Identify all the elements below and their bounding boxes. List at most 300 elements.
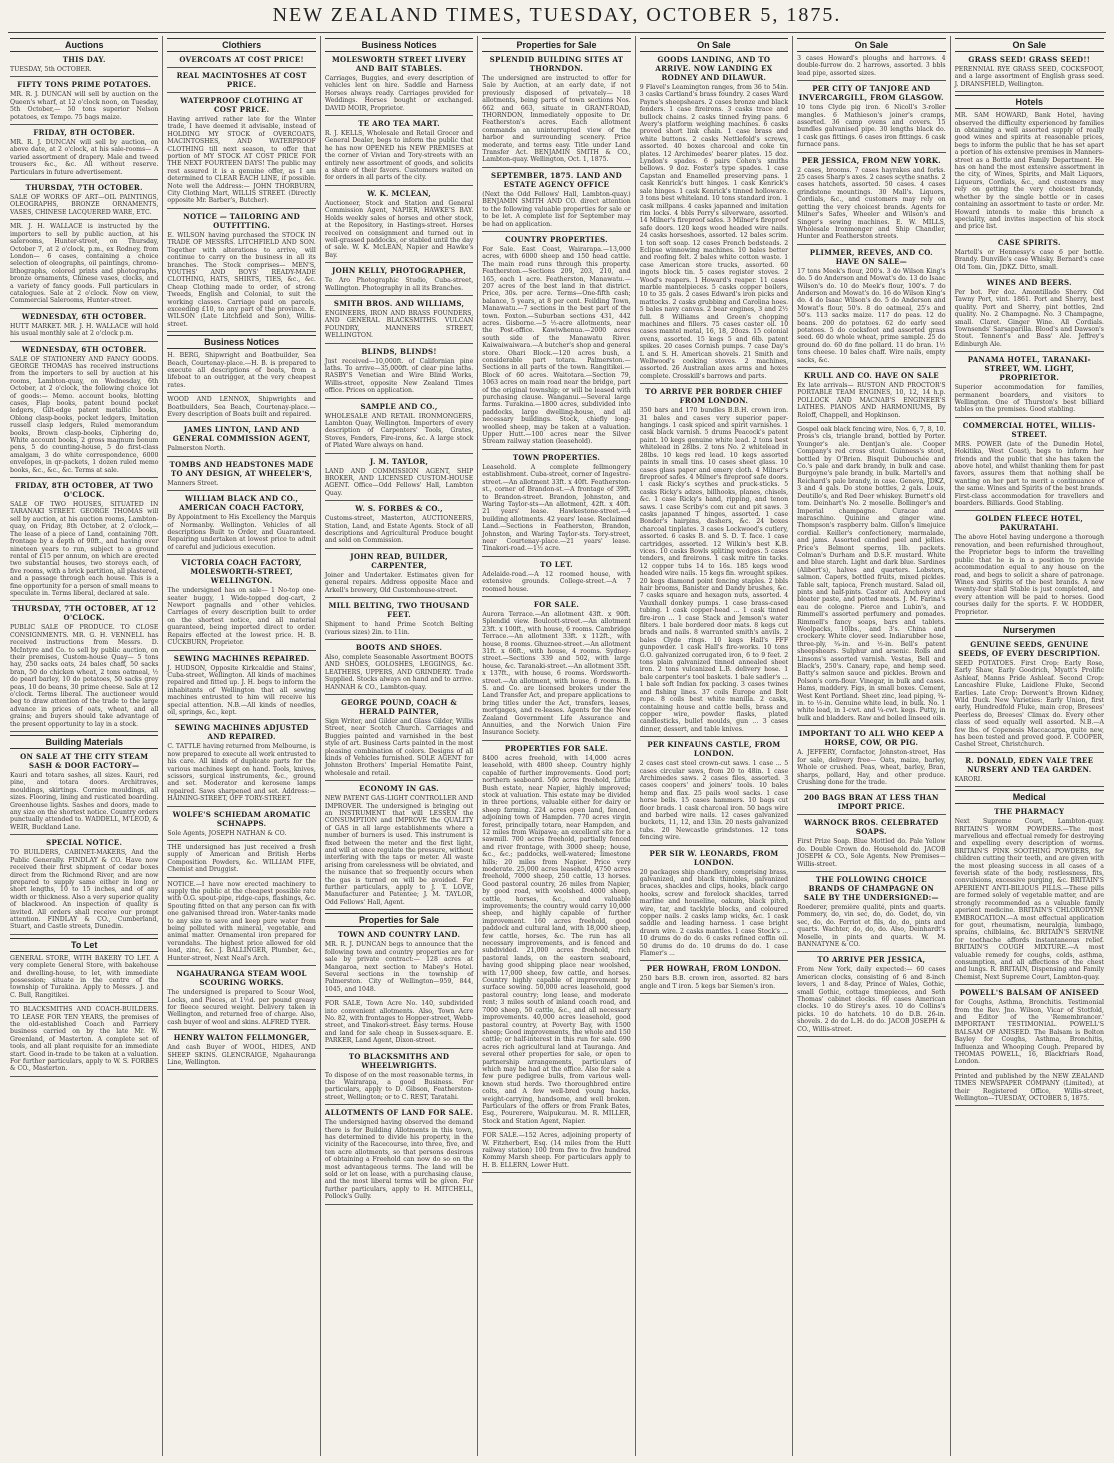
advertisement-body: And cash Buyer of WOOL, HIDES, AND SHEEP SKINS. GLENCRAIGE, Ngahauranga Line, Wellington.: [167, 1044, 316, 1066]
advertisement-body: PUBLIC SALE OF PRODUCE. TO CLOSE CONSIGNMENTS. MR. G. H. VENNELL has received instructions from Messrs. D. McIntyre and Co. to sell by public auction, on their premises, Custom-house Quay— 5 tons hay, 250 sacks oats, 24 bales chaff, 50 sacks bran, 50 do chicken wheat, 2 tons oatmeal, ½ do pearl barley, 10 do potatoes, 50 sacks grey peas, 10 do beans, 30 prime cheese. Sale at 12 o'clock. Terms liberal. The auctioneer would beg to draw attention of the trade to the large advance in prices of oats, wheat, and all grains; and buyers should take advantage of the present opportunity to lay in a stock.: [10, 624, 159, 728]
advertisement-divider: [325, 1048, 473, 1049]
advertisement-divider: [797, 814, 945, 815]
advertisement-heading: SEWING MACHINES ADJUSTED AND REPAIRED.: [174, 723, 309, 742]
section-heading: On Sale: [797, 38, 945, 52]
advertisement-divider: [167, 92, 315, 93]
advertisement: [167, 723, 315, 806]
advertisement: [955, 112, 1104, 235]
advertisement: [797, 426, 945, 726]
advertisement-body: SEED POTATOES. First Crop: Early Rose, Early Shaw, Early Goodrich, Myatt's Prolific Ashleaf, Manns Pride Ashleaf. Second Crop: Lancashire Fluke, Laidlone Fluke, Second Earlies. Late Crop: Derwent's Brown Kidney, Wild Duck. New Varieties: Early Union, first early, Hundredfold Fluke, main crop, Bresees' Peerless do, Breeses' Climax do. Every other class of seed equally well assorted. N.B.—A few lbs. of Copenesis Maccacarpa, quite new, has been tested and proved good. F. COOPER, Cashel Street, Christchurch.: [954, 659, 1104, 749]
advertisement-body: The above Hotel having undergone a thorough renovation, and been refurnished throughout, the Proprietor begs to inform the travelling public that he is in a position to provide accommodation equal to any house on the road, and begs to solicit a share of patronage. Wines and Spirits of the best brands. A new twenty-four stall Stable is just completed, and every attention will be paid to horses. Good courses daily for the sports. F. W. HODDER, Proprietor.: [954, 534, 1104, 616]
advertisement-body: Gospel oak black fencing wire, Nos. 6, 7, 8, 10. Pross's cls, triangle brand, bottled by Porter. Younger's ale. Dentjan's ale. Cooper Company's red cross stout. Guinness's stout, bottled by O'Brien. Bisquit Dubouchée and Co.'s pale and dark brandy, in bulk and case. Burgoyne's pale brandy, in bulk. Martell's and Reichard's pale brandy, in case. Geneva, JDKZ, 3 and 4 gals. Do stone bottles, 2 gals. Louis, Deutillo's, and Red Deer whiskey. Burnett's old tom. Deinhart's No. 2 moselle. Bollinger's and Imperial champagne. Curacao and maraschino. Quinine and ginger wine. Thompson's raspberry balm. Gillon's limejuice cordial. Keiller's confectionery, marmalade, and jams. Assorted candied peel and jellies. Price's Belmont sperms, 1lb. packets. Colman's Durham and D.S.F. mustard. White and blue starch. Light and dark blue. Sardines (Alibert's), halves and quarters. Lobsters, salmon. Capers, bottled fruits, mixed pickles. Table salt, tapioca, French mustard. Salad oil, pints and half-pints. Castor oil. Anchovy and bloater paste, and potted meats. J. M. Farina's eau de cologne. Pierce and Lubin's, and Rimmell's assorted perfumery and pomades. Rimmell's fancy soaps, bars and tablets. Woolpacks, 10lbs., and 3's. China and crockery. White clover seed. Indiarubber hose, three-ply, ¾-in. and ½-in. Bell's patent sheepshears. Sulphur and arsenic. Rolls and Linsons's assorted varnish. Vestas, Bell and Black's, 250's. Canary, rape, and hemp seed. Batty's salmon sauce and pickles. Brown and Polson's corn-flour. Vinegar, in bulk and cases. Hams, maddery. Figs, in small boxes. Cement, West Kent Portland. Sheet zinc, lead piping, ¾-in. to ½-in. Genuine white lead, in bulk. No. 1 white lead, in 1-cwt. and ¼-cwt. kegs. Putty, in bulk and bladders. Raw and boiled linseed oils.: [797, 426, 946, 722]
advertisement: [797, 818, 945, 872]
advertisement-body: Per bot. Per doz. Amontillado Sherry. Old Tawny Port, vint. 1861. Port and Sherry, best quality. Port and Sherry, pint bottles, 2nd quality. No. 2 Champagne. No. 3 Champagne, small. Claret. Ginger Wine. All Cordials. Townsends' Sarsaparilla. Blood's and Dawson's Stout. Tennent's and Bass' Ale. Jeffrey's Edinburgh Ale.: [954, 288, 1104, 348]
advertisement-heading: GOLDEN FLEECE HOTEL, PAKURATAHI.: [975, 514, 1084, 533]
advertisement: [482, 1132, 630, 1173]
advertisement-divider: [482, 449, 630, 450]
advertisement: [955, 1073, 1104, 1107]
advertisement-body: First Prize Soap. Blue Mottled do. Pale Yellow do. Double Crown do. Household do. JACOB JOSEPH & CO., Sole Agents. New Premises—Willis-street.: [797, 838, 946, 868]
advertisement-heading: JOHN READ, BUILDER, CARPENTER,: [350, 551, 448, 570]
advertisement-body: MR. R. J. DUNCAN will sell by auction on the Queen's wharf, at 12 o'clock noon, on Tuesday, 5th October,— 50 tons superior Nelson potatoes, ex Tempo. 75 bags maize.: [10, 91, 159, 121]
section-heading: To Let: [10, 938, 158, 952]
advertisement-heading: TOWN PROPERTIES.: [512, 452, 601, 462]
advertisement-divider: [167, 208, 315, 209]
advertisement-body: H. BERG, Shipwright and Boatbuilder, Sea Beach, Courtenay-place.—H. B. is prepared to execute all descriptions of boats, from a lifeboat to an outrigger, at the very cheapest rates.: [167, 352, 316, 389]
advertisement-heading: WILLIAM BLACK AND CO., AMERICAN COACH FACTORY,: [179, 494, 305, 513]
advertisement-divider: [482, 1172, 630, 1173]
advertisement: [955, 756, 1104, 787]
advertisement-divider: [797, 725, 945, 726]
advertisement: [797, 955, 945, 1037]
advertisement: [955, 421, 1104, 512]
advertisement-heading: PER SIR W. LEONARDS, FROM LONDON.: [649, 848, 779, 867]
advertisement-body: Palmerston North.: [167, 445, 226, 453]
advertisement-body: NEW PATENT GAS-LIGHT CONTROLLER AND IMPROVER. The undersigned is bringing out an INSTRUMENT that will LESSEN the CONSUMPTION and IMPROVE the QUALITY of GAS in all large establishments where a number of burners is used. This instrument is fixed between the meter and the first light, and will at once regulate the pressure, without interfering with the taps or meter. All waste arising from carelessness will be obviated, and the nuisance that so frequently occurs when the gas is turned on will be avoided. For further particulars, apply to J. T. LOVE, Manufacturer and Patentee; J. M. TAYLOR, Odd Fellows' Hall, Agent.: [324, 795, 474, 906]
advertisement: [482, 600, 630, 741]
advertisement: [325, 189, 473, 263]
advertisement-divider: [640, 845, 788, 846]
advertisement: [797, 793, 945, 815]
advertisement-body: MRS. POWER (late of the Dunedin Hotel, Hokitika, West Coast), begs to inform her friends and the public that she has taken the above hotel, and whilst thanking them for past favors, assures them that nothing shall be wanting on her part to merit a continuance of the same. Wines and Spirits of the best brands. First-class accommodation for travellers and boarders. Billiards. Good Stabling.: [954, 440, 1104, 508]
advertisement: [167, 810, 315, 841]
advertisement-divider: [167, 490, 315, 491]
section-heading: Hotels: [955, 95, 1104, 109]
column-3: [321, 36, 478, 1456]
advertisement-heading: WARNOCK BROS. CELEBRATED SOAPS.: [804, 818, 939, 837]
section-heading: Clothiers: [167, 38, 315, 52]
section-heading: On Sale: [640, 38, 788, 52]
advertisement: [640, 55, 788, 384]
advertisement-heading: PROPERTIES FOR SALE.: [504, 743, 609, 753]
advertisement-divider: [325, 909, 473, 910]
section-heading: Business Notices: [167, 335, 315, 349]
advertisement-body: PERENNIAL RYE GRASS SEED, COCKSFOOT, and a large assortment of English grass seed. J. DRANSFIELD, Wellington.: [954, 66, 1104, 88]
section-heading: On Sale: [955, 38, 1104, 52]
advertisement: [167, 96, 315, 209]
section-heading: Properties for Sale: [482, 38, 630, 52]
advertisement-heading: J. M. TAYLOR,: [369, 456, 429, 466]
advertisement-body: SALE OF STATIONERY AND FANCY GOODS. GEORGE THOMAS has received instructions from the importers to sell by auction at his rooms, Lambton-quay, on Wednesday, 6th October, at 2 o'clock, the following choice lot of goods:— Memo. account books, blotting cases, Flap books, patent bound pocket ledgers, Gilt-edge patent metallic books, Oblong clasp-books, pocket ledgers, Imitation russell clasp ledgers, Ruled memorandum books, Brown clasp-books, Ciphering do, White account books, 2 gross magnum bonum pens, 5 do counting-house, 5 do first-class amalgam, 3 do white correspondence, 6000 envelopes, in qr-packets, 1 dozen ruled memo books, &c., &c., &c. Terms at sale.: [10, 355, 159, 474]
advertisement-heading: FRIDAY, 8TH OCTOBER.: [33, 128, 136, 138]
advertisement-heading: SEWING MACHINES REPAIRED.: [173, 653, 310, 663]
advertisement: [797, 84, 945, 152]
advertisement: [797, 55, 945, 81]
advertisement: [955, 988, 1104, 1070]
advertisement: [167, 396, 315, 422]
advertisement-heading: SPECIAL NOTICE.: [46, 838, 123, 848]
advertisement-body: Leasehold. A complete fellmongery establishment. Cuba-street, corner of Ingestre-street.—An allotment 33ft. x 40ft. Featherston-st., corner of Brandon-st.—A frontage of 39ft. to Brandon-street. Brandon, Johnston, and Waring Taylor-sts—An allotment, 42ft. x 40ft. 21 years' lease. Hawkestone-street.—4 building allotments. 42 years' lease. Reclaimed Land.—Sections in Featherston, Brandon, Johnston, and Waring Taylor-sts. Tory-street, near Courtenay-place.—21 years' lease. Tinakori-road.—1½ acre.: [482, 463, 631, 553]
advertisement: [167, 71, 315, 93]
advertisement-body: The undersigned having observed the demand there is for Building Allotments in this town, has determined to divide his property, in the vicinity of the Racecourse, into three, five, and ten acre allotments, so that persons desirous of obtaining a Freehold can now do so on the most advantageous terms. The land will be sold or let on lease, with a purchasing clause, and the most liberal terms will be given. For further particulars, apply to H. MITCHELL, Pollock's Gully.: [324, 1119, 474, 1201]
advertisement: [167, 212, 315, 332]
advertisement-body: 10 tons Clyde pig iron. 6 Nicoll's 3-roller mangles. 6 Mathieson's joiner's cramps, assorted. 36 camp ovens and covers. 15 bundles galvanised pipe. 30 lengths black do. 1 cask gas fittings. 6 cases iron fittings. 6 cask furnace pans.: [797, 104, 946, 149]
advertisement: [955, 514, 1104, 619]
advertisement-body: E. WILSON having purchased the STOCK IN TRADE OF MESSRS. LITCHFIELD AND SON. Together with alterations to arrive, will continue to carry on the business in all its branches. The Stock comprises— MEN'S, YOUTHS' AND BOYS' READY-MADE CLOTHING, HATS, SHIRTS, TIES, &c., &c. Cheap Clothing made to order, of strong Tweeds, English and Colonial, to suit the working classes. Carriage paid on parcels, exceeding £10, to any part of the province. E. WILSON (Late Litchfield and Son), Willis-street.: [167, 231, 316, 328]
advertisement-body: for Coughs, Asthma, Bronchitis. Testimonial from the Rev. Jno. Wilson, Vicar of Stotfold, and Editor of the 'Remembrancer.' IMPORTANT TESTIMONIAL. POWELL'S BALSAM OF ANISEED. The Balsam is Bolton Bayley for Coughs, Asthma, Bronchitis, Influenza and Whooping Cough. Prepared by THOMAS POWELL, 16, Blackfriars Road, London.: [954, 999, 1104, 1066]
advertisement-divider: [640, 993, 788, 994]
advertisement-divider: [325, 780, 473, 781]
advertisement-divider: [482, 231, 630, 232]
section-heading: Auctions: [10, 38, 158, 52]
advertisement-divider: [955, 619, 1104, 620]
advertisement-divider: [325, 115, 473, 116]
advertisement: [10, 223, 158, 308]
advertisement-heading: VICTORIA COACH FACTORY, MOLESWORTH-STREET, WELLINGTON.: [181, 558, 302, 586]
advertisement-heading: MOLESWORTH STREET LIVERY AND BAIT STABLES.: [331, 55, 467, 73]
advertisement-heading: WOLFE'S SCHIEDAM AROMATIC SCHNAPPS.: [172, 809, 311, 828]
advertisement-heading: ECONOMY IN GAS.: [359, 784, 440, 794]
advertisement-divider: [797, 1036, 945, 1037]
advertisement-heading: GOODS LANDING, AND TO ARRIVE. NOW LANDING EX RODNEY AND DILAWUR.: [655, 55, 773, 82]
advertisement-heading: NOTICE — TAILORING AND OUTFITTING.: [183, 211, 300, 230]
advertisement-divider: [10, 124, 158, 125]
advertisement-heading: GENUINE SEEDS, GENUINE SEEDS, OF EVERY DESCRIPTION.: [958, 639, 1101, 658]
advertisement-body: Ex late arrivals— RUSTON AND PROCTOR'S PORTABLE TEAM ENGINES, 10, 12, 14 h.p. POLLOCK AND MACNAB'S ENGINEER'S LATHES. PIANOS AND HARMONIUMS, By Roloff, Chappell, and Hopkinson.: [797, 382, 946, 419]
advertisement: [325, 552, 473, 598]
advertisement-body: 2 cases, brooms. 7 cases hayrakes and forks. 25 cases Sharp's axes. 2 cases scythe snaths. 2 cases hatchets, assorted. 50 cases. 4 cases grindstone mountings. 30 Mall's. Liquors, Cordials, &c., and customers may rely on getting the very choicest brands. Agents for Milner's Safes, Wheeler and Wilson's and Singer's sewing machines. E. W. MILLS, Wholesale Ironmonger and Ship Chandler, Hunter and Featherston streets.: [797, 166, 946, 241]
advertisement-divider: [955, 752, 1104, 753]
advertisement: [482, 744, 630, 1129]
advertisement-divider: [640, 960, 788, 961]
advertisement-divider: [482, 596, 630, 597]
advertisement-heading: PLIMMER, REEVES, AND CO. HAVE ON SALE—: [809, 247, 933, 266]
advertisement-heading: R. DONALD, EDEN VALE TREE NURSERY AND TEA GARDEN.: [965, 755, 1094, 774]
advertisement: [797, 729, 945, 790]
advertisement: [167, 881, 315, 966]
advertisement-heading: W. S. FORBES & CO.,: [355, 504, 443, 514]
advertisement: [10, 345, 158, 479]
advertisement-divider: [482, 740, 630, 741]
advertisement: [325, 457, 473, 502]
advertisement: [10, 55, 158, 77]
advertisement: [10, 80, 158, 125]
advertisement-body: Martell's or Hennessy's case 6 per bottle. Brandy. Dunville's case Whisky. Bernard's case Old Tom. Gin, JDKZ. Ditto, small.: [954, 248, 1104, 271]
advertisement-body: R. J. KELLS, Wholesale and Retail Grocer and General Dealer, begs to inform the public that he has now OPENED his NEW PREMISES at the corner of Vivian and Tory-streets with an entirely new assortment of goods, and solicits a share of their favors. Customers waited on for orders in all parts of the city.: [324, 130, 474, 182]
advertisement-divider: [167, 965, 315, 966]
advertisement-heading: GRASS SEED! GRASS SEED!!: [968, 55, 1091, 64]
advertisement: [325, 55, 473, 116]
advertisement-heading: ALLOTMENTS OF LAND FOR SALE.: [324, 1108, 474, 1118]
advertisement-divider: [167, 840, 315, 841]
advertisement: [167, 969, 315, 1030]
advertisement-body: 3 cases Howard's ploughs and harrows. 4 double-furrow do. 2 harrows, assorted. 3 bbls lead pipe, assorted sizes.: [797, 55, 946, 77]
advertisement: [482, 453, 630, 557]
advertisement-body: MR. R. J. DUNCAN begs to announce that the following town and country properties are for sale by private contract:— 128 acres at Mangaroa, next section to Mabey's Hotel. Several sections in the township of Palmerston. City of Wellington—959, 844, 1045, and 1048.: [324, 941, 474, 993]
advertisement-divider: [325, 639, 473, 640]
advertisement-heading: REAL MACINTOSHES AT COST PRICE.: [176, 71, 307, 89]
advertisement: [325, 402, 473, 454]
section-heading: Building Materials: [10, 735, 158, 749]
advertisement-divider: [482, 167, 630, 168]
advertisement-divider: [167, 331, 315, 332]
advertisement: [167, 494, 315, 555]
advertisement-divider: [167, 1029, 315, 1030]
advertisement-divider: [325, 398, 473, 399]
advertisement-divider: [640, 736, 788, 737]
advertisement-heading: TO ARRIVE PER BORDER CHIEF FROM LONDON.: [645, 387, 783, 406]
masthead-rule: [8, 32, 1106, 33]
advertisement-divider: [325, 185, 473, 186]
advertisement-divider: [482, 1128, 630, 1129]
advertisement-divider: [797, 951, 945, 952]
advertisement-heading: KRULL AND CO. HAVE ON SALE: [803, 371, 939, 380]
advertisement-body: Auctioneer, Stock and Station and General Commission Agent, NAPIER, HAWKE'S BAY. Holds weekly sales of horses and other stock, at the Repository, in Hastings-street. Horses received on consignment and turned out in well-grassed paddocks, or stabled until the day of sale. W. K. McLEAN, Napier and Hawke's Bay.: [324, 199, 474, 259]
advertisement-body: J. HUDSON, Opposite Kirkcaldie and Stains', Cuba-street, Wellington. All kinds of machines repaired and fitted up. J. H. begs to inform the inhabitants of Wellington that all sewing machines entrusted to him will receive his special attention. N.B.—All kinds of needles, oil, springs, &c., kept.: [167, 664, 316, 716]
advertisement-body: (Next the Odd Fellows' Hall, Lambton-quay.) BENJAMIN SMITH AND CO. direct attention to the following valuable properties for sale or to be let. A complete list for September may be had on application.: [482, 190, 631, 228]
advertisement-heading: FOR SALE.: [533, 599, 580, 609]
advertisement-divider: [10, 477, 158, 478]
advertisement-heading: POWELL'S BALSAM OF ANISEED: [959, 988, 1099, 998]
advertisement-body: NOTICE.—I have now erected machinery to supply the public at the cheapest possible rate with O.G. spout-pipe, ridge-caps, flashings, &c. Spouting fitted on that any person can fix with one galvanised thread iron. Water-tanks made to any size to save and keep pure water from being polluted with mineral, vegetable, and animal matter. Ornamental iron prepared for verandahs. The highest price allowed for old lead, zinc, &c. J. BALLINGER, Plumber, &c., Hunter-street, Next Neal's Arch.: [167, 880, 316, 962]
advertisement-body: FOR SALE.—152 Acres, adjoining property of W. Fitzherbert, Esq. (14 miles from the Hutt railway station) 100 from five to five hundred Kommy Marsh sheep. For particulars apply to H. B. ELLERN, Lower Hutt.: [482, 1132, 631, 1169]
advertisement-divider: [325, 343, 473, 344]
advertisement-divider: [10, 731, 158, 732]
advertisement-heading: THURSDAY, 7TH OCTOBER, AT 12 O'CLOCK.: [12, 604, 157, 623]
column-2: [163, 36, 320, 1456]
advertisement-heading: SEPTEMBER, 1875. LAND AND ESTATE AGENCY OFFICE: [491, 170, 622, 189]
advertisement: [10, 604, 158, 732]
advertisement: [482, 171, 630, 232]
advertisement: [482, 235, 630, 450]
advertisement-divider: [167, 806, 315, 807]
advertisement-body: WOOD AND LENNOX, Shipwrights and Boatbuilders, Sea Beach, Courtenay-place.—Every description of Boats built and repaired.: [167, 396, 316, 418]
advertisement-heading: SAMPLE AND CO.,: [360, 401, 438, 411]
advertisement-divider: [10, 308, 158, 309]
advertisement-heading: THE FOLLOWING CHOICE BRANDS OF CHAMPAGNE ON SALE BY THE UNDERSIGNED:—: [803, 874, 939, 902]
advertisement: [167, 1033, 315, 1070]
advertisement-divider: [167, 1069, 315, 1070]
advertisement: [325, 601, 473, 640]
advertisement-heading: W. K. MCLEAN,: [367, 188, 432, 198]
advertisement: [325, 299, 473, 344]
advertisement-heading: HENRY WALTON FELLMONGER,: [173, 1033, 310, 1043]
advertisement-divider: [325, 295, 473, 296]
advertisement-body: Just received—10,000ft. of Californian pine laths. To arrive—35,000ft. of clear pine laths. RASBY'S Venetian and Wire Blind Works, Willis-street, opposite New Zealand Times office. Prices on application.: [324, 357, 474, 395]
advertisement: [640, 964, 788, 994]
advertisement-divider: [797, 789, 945, 790]
advertisement-body: Also, complete Seasonable Assortment BOOTS AND SHOES, GOLOSHES, LEGGINGS, &c. LEATHERS, UPPERS, AND GRINDERY. Trade Supplied. Stocks always on hand and to arrive. HANNAH & CO., Lambton-quay.: [324, 653, 474, 691]
advertisement-divider: [167, 67, 315, 68]
advertisement-body: TO BUILDERS, CABINET-MAKERS, And the Public Generally. FINDLAY & CO. Have now received their first shipment of cedar boxes direct from the Richmond River, and are now prepared to supply same either in long or short lengths, 10 to 15 inches, and of any width or thickness. Also a very superior quality of blackwood. An inspection of quality is invited. All orders shall receive our prompt attention. FINDLAY & CO., Cumberland, Stuart, and Castle streets, Dunedin.: [10, 849, 159, 931]
advertisement-divider: [955, 91, 1104, 92]
advertisement-heading: WEDNESDAY, 6TH OCTOBER.: [21, 311, 147, 321]
newspaper-columns: [6, 36, 1108, 1456]
advertisement-body: Manners Street.: [167, 479, 219, 487]
advertisement-heading: PANAMA HOTEL, TARANAKI-STREET, WM. LIGHT, PROPRIETOR.: [967, 355, 1091, 383]
advertisement-body: 350 bars and 170 bundles B.B.H. crown iron. 31 bales and cases very superior paper-hangings. 1 cask spiced and spirit varnishes. 1 cask black varnish. 5 drums Peacock's patent paint. 10 kegs genuine white lead. 2 tons best whitelead in 28lbs. 2 tons No. 2 whitelead in 28lbs. 10 kegs red lead. 10 kegs assorted paints in small tins. 10 cases sheet glass. 10 cases glass paper and emery cloth. 4 Milner's fireproof safes. 4 Milner's fireproof safe doors. 1 cask Ricky's scythes and pruck-sticks. 5 casks Ricky's adzes, billhooks, planes, chisels, &c. 1 case Ricky's hand, ripping, and tenon saws. 1 case Scriby's com cut and pit saws. 3 casks japanned T hinges, assorted. 1 case Bonder's hairpins, dashers, &c. 24 boxes charcoal tinplates. 3 cases Lockwood's cutlery, assorted. 6 casks B. and S. D. T. face. 1 case cartridges, assorted. 12 Wilkin's best K.B. vices. 10 casks Bowls spliting wedges. 5 cases tenders, and fireirons. 1 cask mitre tin tacks. 12 copper tubs 14 to 16s. 185 kegs wood headed wire nails. 15 kegs fin. wrought spikes. 20 kegs diamond point fencing staples. 2 bbls hair brooms, Banister and Dandy brushes, &c. 7 casks square and hexagon nuts, assorted. 4 Vauxhall donkey pumps. 1 case brass-cased tubing. 1 cask copper-head ... 1 cask tinned fire-iron ... 1 case Stack and Jemson's water filters. 1 bale bordered door mats. 8 kegs cut brads and nails. 8 warranted smith's anvils. 2 bales Clyde rings. 10 kegs Hall's FFF gunpowder. 1 cask Hall's fire-works. 10 tons G.O. galvanized corrugated iron, 6 to 9 feet. 2 tons plain galvanized tinned annealed sheet iron. 2 tons vulcanized L.B. delivery hose. 1 bale carpenter's tool baskets. 1 bale sadler's ... 1 bale soft Indian fox packing. 3 cases twines and fishing lines. 37 coils Europe and Bolt rope. 8 coils best white manilla. 2 casks, containing house and cattle bells, brass and copper wire, powder flasks, plated candlesticks, bullet moulds, gun ... 3 cases dinner, dessert, and table knives.: [639, 407, 789, 733]
advertisement-divider: [797, 871, 945, 872]
advertisement-heading: THURSDAY, 7TH OCTOBER.: [25, 183, 143, 193]
advertisement-body: From New York, daily expected:— 60 cases American clocks, consisting of 6 and 8-inch levers, 1 and 8-day, Prince of Wales, Gothic, small Gothic, cottage timepieces, and Seth Thomas' cabinet clocks. 60 cases American clocks. 10 do Stirey's axes. 10 do Collins's picks. 10 do hatchets. 10 do D.B. 26-in. shovels. 2 do do L.H. do do. JACOB JOSEPH & CO., Willis-street.: [797, 966, 946, 1033]
advertisement-body: 17 tons Meek's flour, 200's. 3 do Wilson King's do. 5 do Anderson and Mowat's do. 13 do Isaac Wilson's do. 10 do Meek's flour, 100's. 7 do Anderson and Mowat's do. 16 do Wilson King's do. 4 do Isaac Wilson's do. 5 do Anderson and Mowat's flour, 50's. 8 do oatmeal, 25's and 50's. 113 sacks maize. 117 do peas. 12 do beans. 200 do potatoes. 62 do early seed potatoes. 5 do cocksfoot and assorted grass seed. 60 do whole wheat, prime sample. 25 do ground do. 60 do fine pollard. 11 do bran. 1½ tons cheese. 10 bales chaff. Wire nails, empty sacks, &c.: [797, 267, 946, 364]
advertisement: [955, 640, 1104, 753]
advertisement: [167, 844, 315, 878]
advertisement-body: THE undersigned has just received a fresh supply of American and British Herbs Composition Powders, &c. WILLIAM FIFE, Chemist and Druggist.: [167, 844, 316, 874]
section-heading: Business Notices: [325, 38, 473, 52]
advertisement-body: Roederer, première qualité, pints and quarts. Pommery, do, vin sec, do, do. Godet, do, vin sec, do, do. Ferriot et fils, do, do, pints and quarts. Wachter, do, do, do. Also, Deinhardt's Moselle, in pints and quarts. W. M. BANNATYNE & CO.: [797, 903, 946, 948]
advertisement-body: WHOLESALE AND RETAIL IRONMONGERS, Lambton Quay, Wellington. Importers of every description of Carpenters' Tools, Grates, Stoves, Fenders, Fire-irons, &c. A large stock of Plated Ware always on hand.: [324, 412, 474, 450]
advertisement: [797, 371, 945, 423]
advertisement-body: For Sale. East Coast, Wairarapa.—13,000 acres, with 6000 sheep and 150 head cattle. The main road runs through this property. Featherston.—Sections 209, 203, 210, and 165, each 1 acre. Featherston, Manawatu.—207 acres of the best land in that district. Price, 30s. per acre. Terms—One-fifth cash; balance, 5 years, at 8 per cent. Feilding Town, Manawatu.—7 sections in the best part of the town. Foxton.—Suburban sections 431, 442 acres. Gisborne.—5 ½-acre allotments, near the Post-office. Kawiwhenua.—2000 acres south side of the Manawatu River. Kaiwaiwaiwara.—A butcher's shop and general store. Ohari Block.—120 acres bush, a considerable part totara. Palmerston.—Sections in all parts of the town. Rangitikei.—Block of 60 acres. Waitotara.—Section 79, 1063 acres on main road near the bridge, part of the original township; or will be leased with purchasing clause. Wanganui.—Several large farms. Turakina.—1800 acres, subdivided into paddocks, large dwelling-house, and all necessary buildings. Stock, chiefly long-woolled sheep, may be taken at a valuation. Upper Hutt.—100 acres near the Silver Stream railway station (leasehold).: [482, 245, 631, 446]
advertisement-divider: [325, 453, 473, 454]
advertisement-heading: TOWN AND COUNTRY LAND.: [337, 930, 461, 940]
advertisement: [955, 278, 1104, 352]
advertisement-body: MR. J. H. WALLACE is instructed by the importers to sell by public auction, at his salerooms, Hunter-street, on Thursday, October 7, at 2 o'clock, p.m., ex Rodney, from London— 6 cases, containing a choice selection of oleographs, oil paintings, chromo-lithographs, colored prints and photographs, bronze ornaments, Chinese vases, clocks, and a variety of fancy goods. Full particulars in catalogues. Sale at 2 o'clock. Now on view, Commercial Salerooms, Hunter-street.: [10, 223, 159, 305]
advertisement-body: The undersigned has on sale— 1 No-top one-seater buggy, 1 Wide-topped dog-cart, 2 Newport pagnalls and other vehicles. Carriages of every description built to order on the shortest notice, and all material guaranteed, being imported direct to order. Repairs effected at the lowest price. H. B. CUCKBURN, Proprietor.: [167, 587, 316, 647]
advertisement-body: By Appointment to His Excellency the Marquis of Normanby. Wellington. Vehicles of all descriptions Built to Order, and Guaranteed. Repairing undertaken at lowest price to admit of careful and judicious execution.: [167, 514, 316, 551]
advertisement-heading: 200 BAGS BRAN AT LESS THAN IMPORT PRICE.: [804, 793, 939, 812]
advertisement: [167, 352, 315, 393]
advertisement-heading: PER JESSICA, FROM NEW YORK.: [801, 155, 941, 165]
masthead-title: NEW ZEALAND TIMES, TUESDAY, OCTOBER 5, 1875.: [272, 4, 842, 26]
advertisement-heading: PER KINFAUNS CASTLE, FROM LONDON.: [647, 740, 781, 759]
advertisement-body: 9 Flavel's Leamington ranges, from 36 to 54in. 3 casks Cartland's brass foundry. 2 cases Ward Payne's sheepshears. 2 cases bronze and black fenders. 1 case fireirons. 3 casks trace and bullock chains. 2 casks tinned frying pans. 6 Avery's platform weighing machines. 6 casks proved short link chain. 1 case brass and white buttons. 2 casks Nettlefold's screws, assorted. 40 boxes charcoal and coke tin plates. 12 Archimedes' bearer plates. 15 doz. Lyndon's spades. 6 pairs Cohen's smiths bellows. 9 doz. Foster's type spades. 1 case Capstan and Enamelled preserving pans. 1 cask Kenrick's butt hinges. 1 cask Kenrick's sale hinges. 1 cask Kenrick's tinned holloware. 3 tons best whiteland. 10 tons standard iron. 1 cask millpans. 4 casks japanned and imitation rim locks. 4 bbls Perry's silverware, assorted. 14 Milner's fireproof safes. 3 Milner's fireproof safe doors. 120 kegs wood headed wire nails. 24 casks horseshoes, assorted. 12 bales scrim. 1 ton soft soap. 12 cases French bedsteads. 2 Eclipse winnowing machines. 10 bales better and roofing felt. 2 bales white cotton waste. 1 case American store trucks, assorted. 60 ingots block tin. 5 cases register stoves. 2 Wood's reapers. 1 Howard's reaper. 11 cases marble mantelpieces. 5 casks copper boilers, 10 to 35 gals. 2 cases Edward's iron picks and mattocks. 2 casks grubbing and Carolina hoes. 5 bales navy canvas. 2 bear engines, 3 and 2½ full. 8 Williams and Green's chopping machines and fillers. 75 cases caster oil. 10 cases mantel metal, 16, 18, 20ozs. 15 colonial ovens, assorted. 15 kegs 5 and 6lb. patent spikes. 20 cases Cornish pumps. 7 case Day's L and S. H. American shovels. 21 Smith and Wellwood's cooking stoves. 2 machines, assorted. 26 Australian axes arms and hoxes complete. Crosskill's barrows and parts.: [639, 84, 789, 380]
advertisement-heading: FRIDAY, 8TH OCTOBER, AT TWO O'CLOCK.: [15, 481, 154, 500]
advertisement-divider: [955, 786, 1104, 787]
advertisement-divider: [955, 510, 1104, 511]
section-heading: Nurserymen: [955, 623, 1104, 637]
advertisement-divider: [325, 500, 473, 501]
advertisement-body: KARORI.: [954, 775, 983, 783]
advertisement-divider: [955, 1069, 1104, 1070]
advertisement-body: GENERAL STORE, WITH BAKERY TO LET. A very complete General Store, with bakehouse and dwelling-house, to let, with immediate possession; situate in the centre of the township of Turakina. Apply to Messrs. J. and C. Bull, Rangitikei.: [10, 954, 159, 999]
advertisement-heading: THE PHARMACY: [994, 807, 1065, 817]
advertisement-divider: [797, 152, 945, 153]
advertisement-heading: THIS DAY.: [62, 55, 106, 64]
advertisement-heading: COMMERCIAL HOTEL, WILLIS-STREET.: [962, 420, 1096, 439]
advertisement: [325, 347, 473, 399]
advertisement-divider: [325, 1104, 473, 1105]
advertisement-heading: COUNTRY PROPERTIES.: [505, 234, 608, 244]
advertisement-body: Sign Writer, and Gilder and Glass Gilder, Willis Street, near Scotch Church. Carriages and Buggies painted and varnished in the best style of art. Business Carts painted in the most pleasing combination of colors. Designs of all kinds of Vehicles furnished. SOLE AGENT for Johnston Brothers' Imperial Hematite Paint, wholesale and retail.: [324, 717, 474, 777]
advertisement-body: The undersigned are instructed to offer for Sale by Auction, at an early date, if not previously disposed of privately— 18 allotments, being parts of town sections Nos. 662 and 663, situate in GRANT-ROAD, THORNDON, Immediately opposite to Dr. Featherston's acres. Each allotment commands an uninterrupted view of the harbor and surrounding scenery. Price moderate, and terms easy. Title under Land Transfer Act. BENJAMIN SMITH & CO., Lambton-quay. Wellington, Oct. 1, 1875.: [482, 75, 631, 164]
advertisement-body: MR. SAM HOWARD, Bank Hotel, having observed the difficulty experienced by families in obtaining a well assorted supply of really good wines and spirits at reasonable prices, begs to inform the public that he has set apart a portion of his extensive premises in Manners-street as a Bottle and Family Department. He has on hand the most extensive assortment in the city, of Wines, Spirits, and Malt Liquors, Liqueurs, Cordials, &c., and customers may rely on getting the very choicest brands, whether by the single bottle or in cases containing an assortment to taste or order. Mr. Howard intends to make this branch a speciality, and invites inspection of his stock and price list.: [954, 112, 1104, 231]
advertisement-divider: [167, 421, 315, 422]
advertisement: [797, 248, 945, 368]
advertisement-divider: [167, 650, 315, 651]
advertisement-divider: [10, 76, 158, 77]
advertisement-body: TO BLACKSMITHS AND COACH-BUILDERS. TO LEASE FOR TEN YEARS, the premises of the old-established Coach and Farriery business carried on by the late Mr. W. Greenland, of Masterton. A complete set of tools, and all plant requisite for an immediate start. Good in-trade to be taken at a valuation. For further particulars, apply to W. S. FORBES & CO., Masterton.: [10, 1006, 159, 1073]
advertisement-heading: WINES AND BEERS.: [986, 277, 1072, 287]
advertisement-body: Joiner and Undertaker. Estimates given for general repairs. Address opposite Mace and Arkell's brewery, Old Customhouse-street.: [324, 571, 474, 594]
advertisement: [167, 460, 315, 491]
advertisement-divider: [955, 274, 1104, 275]
advertisement: [10, 128, 158, 180]
advertisement: [482, 55, 630, 168]
advertisement-heading: TO BLACKSMITHS AND WHEELWRIGHTS.: [348, 1051, 450, 1070]
advertisement-heading: JOHN KELLY, PHOTOGRAPHER,: [332, 266, 467, 276]
advertisement-heading: TO LET.: [540, 559, 573, 569]
advertisement: [167, 558, 315, 650]
advertisement-heading: MILL BELTING, TWO THOUSAND FEET.: [328, 601, 470, 620]
advertisement-body: Adelaide-road.—A 12 roomed house, with extensive grounds. College-street.—A 7 roomed house.: [482, 570, 631, 593]
advertisement-body: 250 bars B.B. crown iron, assorted. 82 bars angle and T iron. 5 kegs bar Siemen's iron.: [639, 975, 789, 990]
advertisement-body: SALE OF TWO HOUSES, SITUATED IN TARANAKI STREET. GEORGE THOMAS will sell by auction, at his auction rooms, Lambton-quay, on Friday, 8th October, at 2 o'clock,— The lease of a piece of Land, containing 70ft. frontage by a depth of 90ft., and having over nineteen years to run, subject to a ground rental of £15 per annum, on which are erected two substantial houses, two storeys each, of five rooms, with a brick partition, all plastered, and a passage through each house. This is a fine opportunity for a person of small means to speculate in. Terms liberal, declared at sale.: [10, 501, 159, 597]
advertisement: [325, 1052, 473, 1106]
advertisement-divider: [167, 392, 315, 393]
advertisement-divider: [10, 1076, 158, 1077]
advertisement-divider: [955, 234, 1104, 235]
advertisement-heading: WEDNESDAY, 6TH OCTOBER.: [21, 344, 147, 354]
advertisement-heading: IMPORTANT TO ALL WHO KEEP A HORSE, COW, OR PIG.: [798, 729, 944, 748]
advertisement-body: 8400 acres freehold, with 14,000 acres leasehold, with 4800 sheep. Country highly capable of further improvements. Good port; northern seaboard. 500 acres freehold, Little Bush estate, near Napier, highly improved; stock at valuation. This estate may be divided in three portions, valuable either for dairy or sheep farming. 224 acres open land, fenced, adjoining town of Hampden. 770 acres virgin forest, principally totara, near Hampden, and 12 miles from Waipawa; an excellent site for a sawmill. 700 acres freehold, partially fenced and river frontage, with 3000 sheep; house, &c., &c.; paddocks, well-watered; limestone hills; 20 miles from Napier. Price very moderate. 25,000 acres leasehold, 4750 acres freehold, 7000 sheep, 250 cattle, 13 horses. Good pastoral country, 26 miles from Napier, by good road, with woolshed. 4000 sheep, cattle, horses, &c., and valuable improvements; the country would carry 10,000 sheep, and highly capable of further improvement. 160 acres freehold, good paddock and cultural land, with 18,000 sheep, few cattle, horses, &c. The run has all necessary improvements, and is fenced and subdivided. 21,000 acres freehold, rich pastoral lands, on the eastern seaboard, having good shipping place near woolshed, with 17,000 sheep, few cattle, and horses. Country highly capable of improvement by surface sowing. 50,000 acres leasehold, good pastoral country; long lease, and moderate rent; 3 miles south of inland coach road, and 7000 sheep, 50 cattle, &c., and all necessary improvements. 40,000 acres leasehold, good pastoral country, at Poverty Bay, with 1500 sheep; Good improvements, the whole and 150 cattle; or half-interest in this run for sale. 690 acres rich agricultural land at Tauranga. And several other properties for sale, or open to partnership arrangements, particulars of which may be had at the office. Also for sale a few pure pedigree bulls, from various well-known stud herds. Two thoroughbred entire colts, and A few well-bred young hacks, weight-carrying, handsome, and well broken. Particulars of the offers or from Frank Bates, Esq., Pourerere, Waipukurau. M. R. MILLER, Stock and Station Agent, Napier.: [482, 754, 631, 1125]
advertisement-heading: BOOTS AND SHOES.: [355, 642, 443, 652]
advertisement-body: Aurora Terrace.—An allotment 43ft. x 90ft. Splendid view. Boulcott-street.—An allotment 23ft. x 100ft., with house, 6 rooms. Cambridge Terrace.—An allotment 33ft. x 112ft., with house, 8 rooms. Ghuznee-street.—An allotment 31ft. x 66ft., with house, 4 rooms. Sydney-street.—Sections 339 and 502, with large house, &c. Taranaki-street.—An allotment 35ft. x 137ft., with house, 6 rooms. Wordsworth-street.—An allotment, with house, 6 rooms. B. S. and Co. are licensed brokers under the Land Transfer Act, and prepare applications to bring titles under the Act, transfers, leases, mortgages, and re-leases. Agents for the New Zealand Government Life Assurance and Annuities, and the Norwich Union Fire Insurance Society.: [482, 610, 631, 737]
advertisement-divider: [10, 834, 158, 835]
advertisement-heading: GEORGE POUND, COACH & HERALD PAINTER,: [341, 697, 457, 716]
advertisement-body: Kauri and totara sashes, all sizes. Kauri, red pine, and totara doors. Architraves, mouldings, skirtings. Cornice mouldings, all sizes. Flooring, lining and rusticated boarding. Greenhouse lights. Sashes and doors, made to any size on the shortest notice. Country orders punctually attended to. WADDELL, M'LEOD, & WEIR, Buckland Lane.: [10, 772, 159, 831]
advertisement-body: FOR SALE, Town Acre No. 140, subdivided into convenient allotments. Also, Town Acre No. 82, with frontages to Hopper-street, Webb-street, and Tinakori-street. Easy terms. House and land for sale cheap in Sussex-square. E. PARKER, Land Agent, Dixon-street.: [324, 1000, 474, 1045]
advertisement-body: TUESDAY, 5th OCTOBER.: [10, 66, 92, 73]
advertisement-divider: [10, 179, 158, 180]
advertisement-heading: SMITH BROS. AND WILLIAMS,: [333, 298, 465, 308]
advertisement-body: Te Aro Photographic Studio, Cuba-street, Wellington. Photography in all its Branches.: [324, 277, 474, 292]
advertisement-heading: TOMBS AND HEADSTONES MADE TO ANY DESIGN, AT WHEELER'S,: [169, 459, 314, 478]
advertisement-heading: ON SALE AT THE CITY STEAM SASH & DOOR FACTORY—: [20, 752, 149, 771]
advertisement-heading: NGAHAURANGA STEAM WOOL SCOURING WORKS.: [176, 969, 307, 988]
advertisement-body: A. JEFFERY, Cornfactor, Johnston-street, Has for sale, delivery free— Oats, maize, barley, Whole or crushed. Peas, wheat, barley, Bran, sharps, pollard, Hay, and other produce. Crushing done for the trade.: [797, 749, 946, 786]
advertisement-divider: [797, 422, 945, 423]
advertisement-heading: PER CITY OF TANJORE AND INVERCARGILL, FROM GLASGOW.: [798, 84, 944, 103]
advertisement-body: Sole Agents, JOSEPH NATHAN & CO.: [167, 829, 287, 837]
column-7: [951, 36, 1108, 1456]
advertisement: [10, 1006, 158, 1077]
advertisement-divider: [10, 219, 158, 220]
advertisement-divider: [325, 548, 473, 549]
advertisement-divider: [325, 1204, 473, 1205]
column-4: [478, 36, 635, 1456]
advertisement-body: Customs-street, Masterton, AUCTIONEERS, Station, Land, and Estate Agents. Stock of all descriptions and Agricultural Produce bought and sold on Commission.: [324, 515, 474, 545]
advertisement-divider: [167, 456, 315, 457]
advertisement-divider: [640, 383, 788, 384]
advertisement-heading: TO ARRIVE PER JESSICA,: [817, 955, 926, 965]
section-heading: Medical: [955, 790, 1104, 804]
advertisement-body: Next Supreme Court, Lambton-quay. BRITAIN'S WORM POWDERS.—The most marvellous and effectual remedy for destroying and expelling every description of worms. BRITAIN'S PINK SOOTHING POWDERS, for children cutting their teeth, and are given with the most pleasing success in all cases of a feverish state of the body, restlessness, fits, convulsions, excessive purging, &c. BRITAIN'S APERIENT ANTI-BILIOUS PILLS.—These pills are formed solely of vegetable matter, and are strongly recommended as a valuable family aperient medicine. BRITAIN'S CHLORODYNE EMBROCATION.—A most effectual application for gout, rheumatism, neuralgia, lumbago, sprains, chilblains, &c. BRITAIN'S SERVINE for toothache affords instantaneous relief. BRITAIN'S COUGH MIXTURE.—A most valuable remedy for coughs, colds, asthma, consumption, and all affections of the chest and lungs. R. BRITAIN, Dispensing and Family Chemist, Next Supreme Court, Lambton-quay.: [954, 818, 1104, 981]
advertisement-heading: CASE SPIRITS.: [997, 237, 1061, 247]
advertisement-divider: [325, 597, 473, 598]
masthead: [0, 0, 1114, 32]
advertisement: [640, 387, 788, 737]
advertisement-heading: WATERPROOF CLOTHING AT COST PRICE.: [180, 96, 304, 114]
advertisement: [10, 481, 158, 601]
advertisement: [325, 1000, 473, 1048]
advertisement: [640, 740, 788, 845]
advertisement-body: Having arrived rather late for the Winter trade, I have deemed it advisable, instead of HOLDING MY STOCK of OVERCOATS, MACINTOSHES, AND WATERPROOF CLOTHING till next season, to offer that portion of MY STOCK AT COST PRICE FOR THE NEXT FOURTEEN DAYS! The public may rest assured it is a genuine offer, as I am determined to CLEAR EACH LINE, if possible. Note well the Address:— JOHN THORBURN, City Clothing Mart, WILLIS STREET. (Directly opposite Mr. Barber's, Butcher).: [167, 116, 316, 205]
advertisement-body: Shipment to hand Prime Scotch Belting (various sizes) 2in. to 11in.: [324, 621, 474, 636]
advertisement-body: SALE OF WORKS OF ART—OIL PAINTINGS, OLEOGRAPHS, BRONZE ORNAMENTS, VASES, CHINESE LACQUERED WARE, ETC.: [10, 194, 159, 216]
advertisement-divider: [955, 351, 1104, 352]
advertisement: [167, 55, 315, 68]
advertisement-body: The undersigned is prepared to Scour Wool, Locks, and Pieces, at 1½d. per pound greasy for fleece secured weight. Delivery taken in Wellington, and returned free of charge. Also, cash buyer of wool and skins. ALFRED TYER.: [167, 989, 316, 1026]
advertisement: [10, 752, 158, 835]
advertisement-divider: [10, 1002, 158, 1003]
advertisement: [955, 355, 1104, 418]
advertisement: [955, 807, 1104, 985]
advertisement: [955, 55, 1104, 92]
column-1: [6, 36, 163, 1456]
advertisement-divider: [10, 600, 158, 601]
advertisement: [325, 784, 473, 910]
advertisement-divider: [167, 554, 315, 555]
advertisement-divider: [797, 244, 945, 245]
advertisement-body: Printed and published by the NEW ZEALAND TIMES NEWSPAPER COMPANY (Limited), at their Registered Office, Willis-street, Wellington—TUESDAY, OCTOBER 5, 1875.: [954, 1072, 1104, 1103]
advertisement-body: HUTT MARKET. MR. J. H. WALLACE will hold his usual monthly sale at 2 o'clock p.m.: [10, 322, 159, 338]
advertisement-divider: [10, 934, 158, 935]
advertisement-heading: TE ARO TEA MART.: [358, 119, 440, 129]
advertisement: [325, 119, 473, 186]
advertisement-heading: BLINDS, BLINDS!: [361, 346, 437, 356]
advertisement-divider: [955, 417, 1104, 418]
